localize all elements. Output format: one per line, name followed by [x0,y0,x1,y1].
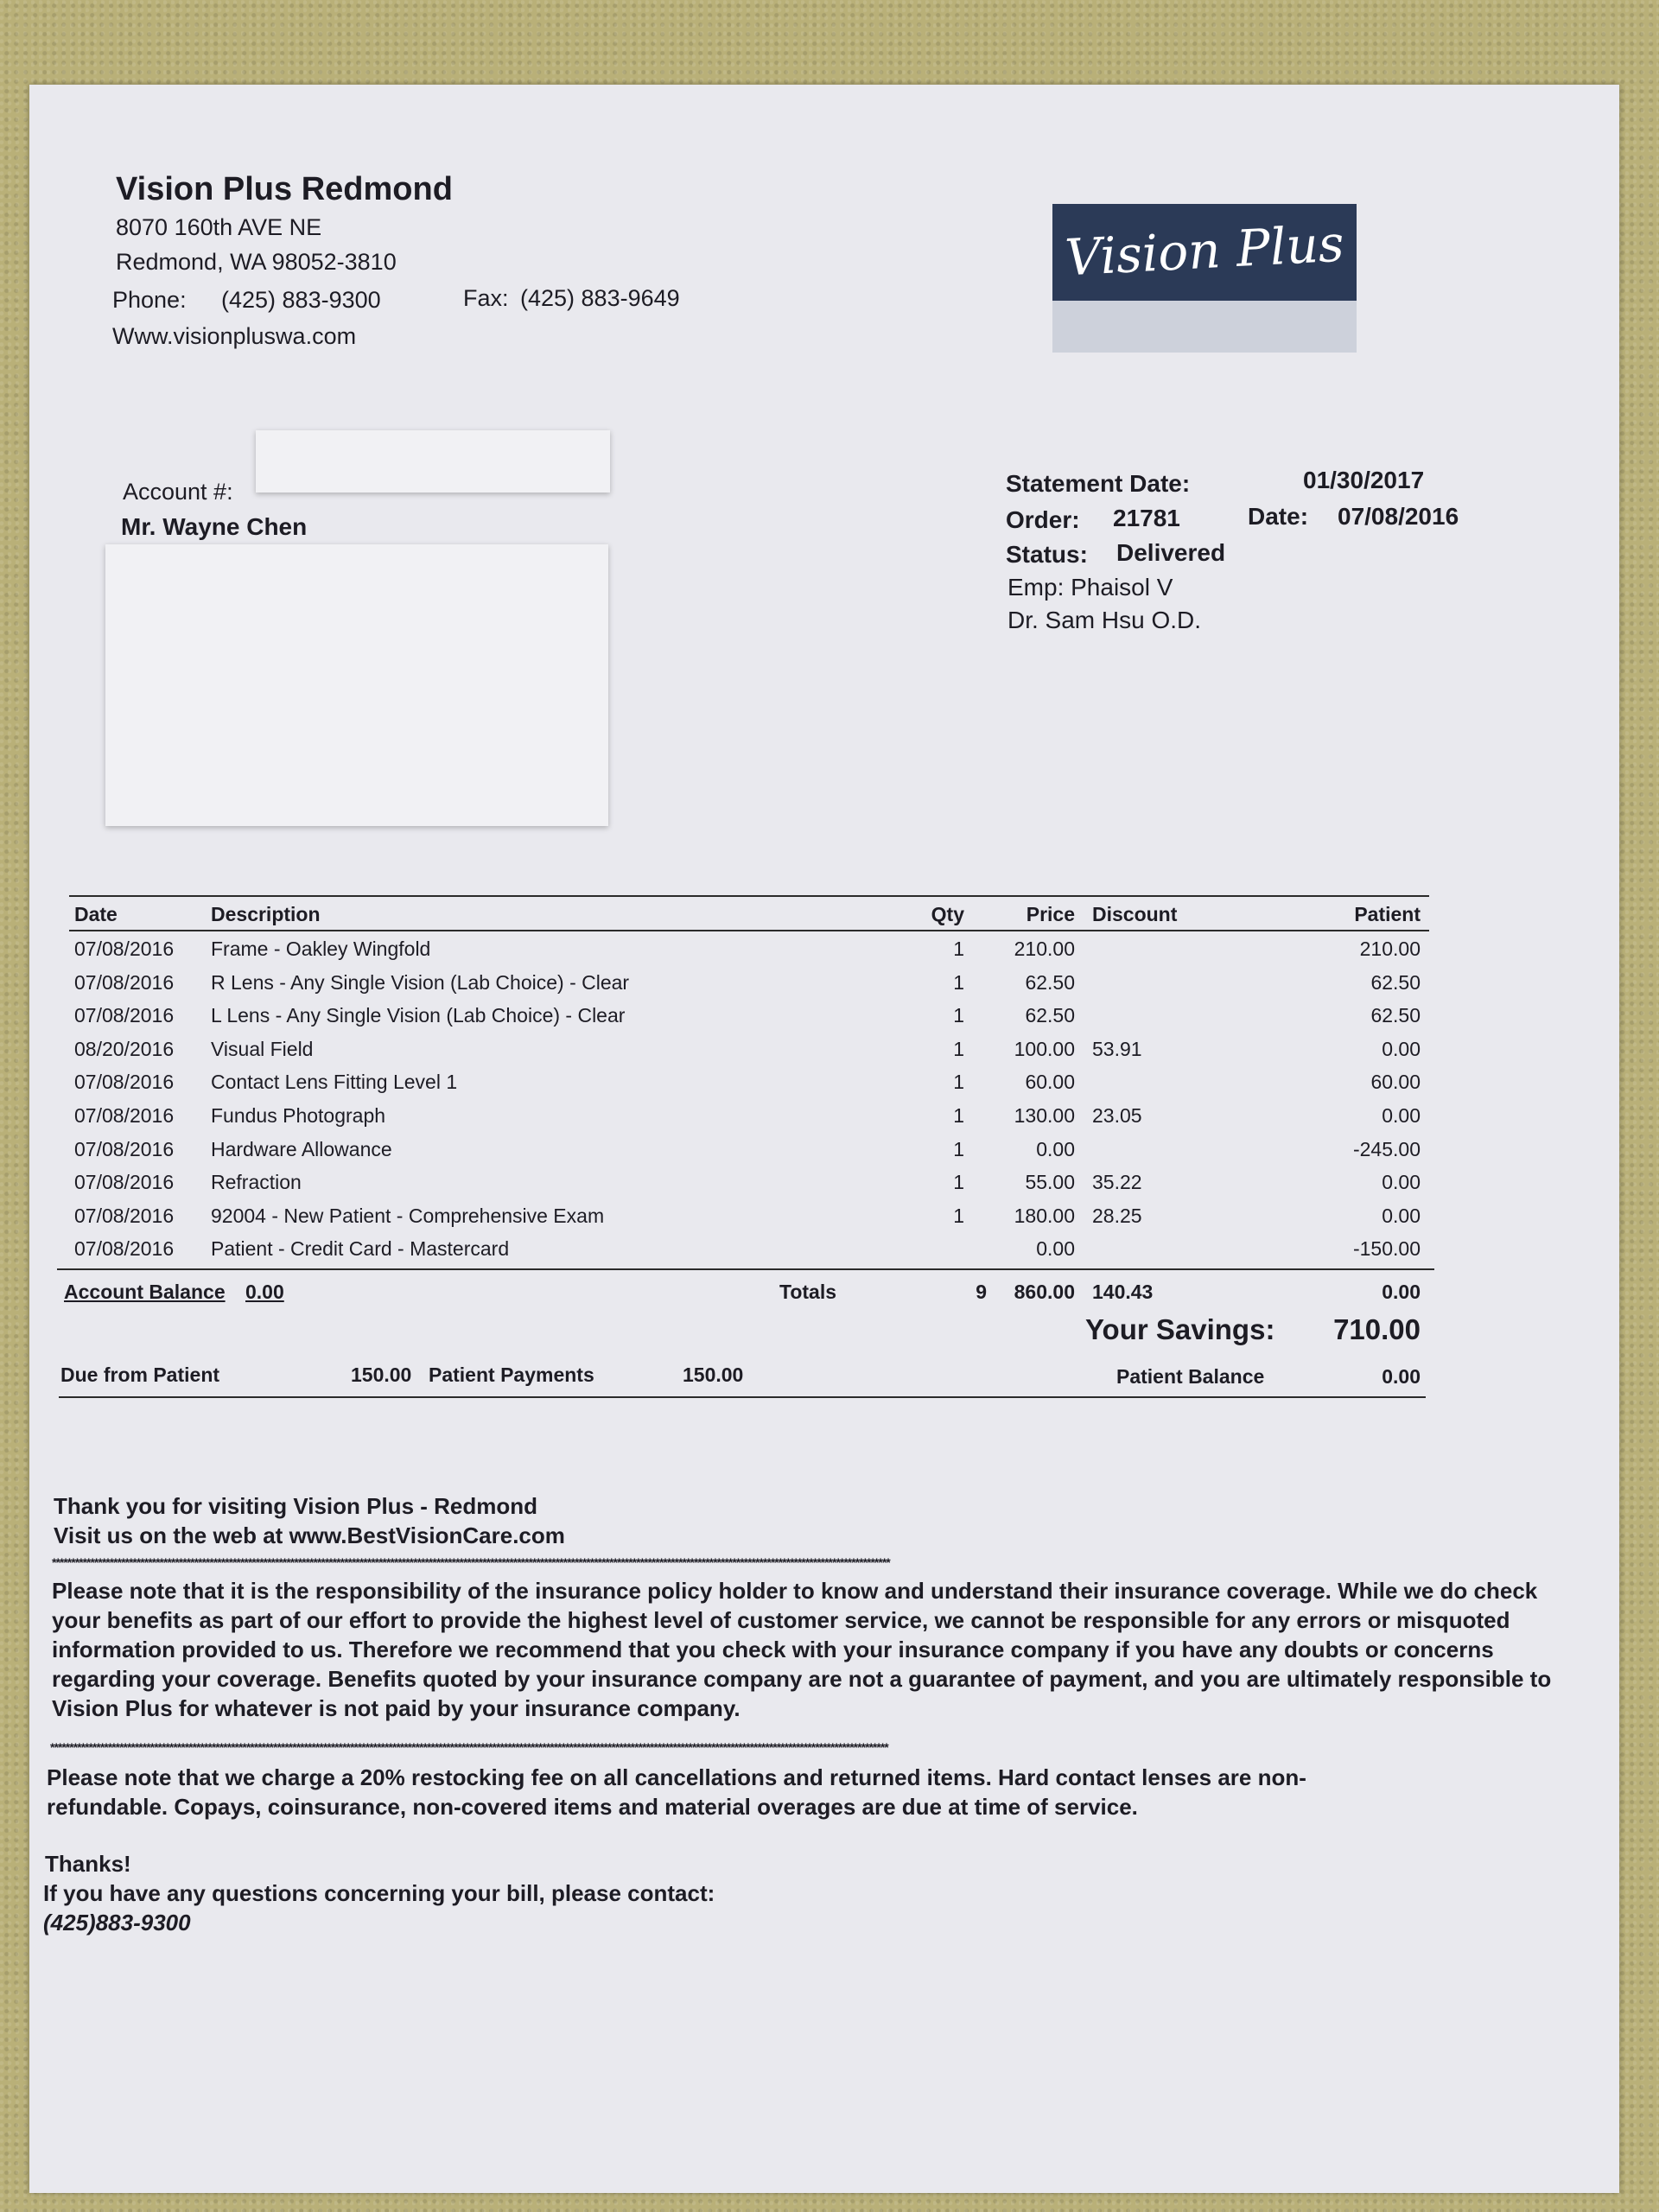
savings-label: Your Savings: [1085,1313,1275,1345]
row-description: Refraction [211,1171,302,1194]
header-qty: Qty [931,903,964,925]
row-qty: 1 [953,1137,964,1160]
row-patient: -150.00 [1352,1237,1421,1261]
status-value: Delivered [1116,539,1226,566]
row-description: Contact Lens Fitting Level 1 [211,1071,458,1094]
row-patient: 0.00 [1382,1037,1421,1060]
patient-balance-value: 0.00 [1382,1365,1421,1388]
thanks-text: Thanks! [45,1851,131,1877]
row-patient: 62.50 [1370,970,1421,994]
due-from-patient-value: 150.00 [351,1363,412,1386]
table-row [69,1065,1429,1098]
totals-divider [57,1268,1434,1270]
row-price: 100.00 [1014,1037,1075,1060]
company-name: Vision Plus Redmond [116,171,453,207]
insurance-note: Please note that it is the responsibility of the insurance policy holder to know and understand their insurance coverage. While we do check your benefits as part of our effort to provide the highest level of customer service, we cannot be responsible for any errors or misquoted information provided to us. Therefore we recommend that you check with your insurance company if you have any doubts or concerns regarding your coverage. Benefits quoted by your insurance company are not a guarantee of payment, and you are ultimately responsible to Vision Plus for whatever is not paid by your insurance company. [52,1578,1552,1721]
totals-discount: 140.43 [1092,1281,1154,1303]
row-patient: 62.50 [1370,1004,1421,1027]
row-qty: 1 [953,1004,964,1027]
row-patient: 0.00 [1382,1103,1421,1127]
totals-label: Totals [779,1281,837,1303]
row-description: Visual Field [211,1037,314,1060]
row-price: 0.00 [1036,1237,1075,1261]
row-price: 62.50 [1025,1004,1075,1027]
patient-balance-label: Patient Balance [1116,1365,1265,1388]
table-row [69,1132,1429,1166]
row-qty: 1 [953,1171,964,1194]
account-label: Account #: [123,479,233,505]
row-date: 07/08/2016 [74,1004,175,1027]
table-row [69,1231,1429,1265]
company-address-line2: Redmond, WA 98052-3810 [116,249,397,275]
statement-page [29,85,1619,2193]
row-description: Frame - Oakley Wingfold [211,938,431,960]
due-from-patient-label: Due from Patient [60,1363,220,1386]
phone-label: Phone: [112,287,187,313]
row-date: 07/08/2016 [74,938,175,960]
row-date: 07/08/2016 [74,1103,175,1127]
company-fax: (425) 883-9649 [520,285,680,311]
row-patient: -245.00 [1352,1137,1421,1160]
table-body [69,931,1429,1265]
row-description: Fundus Photograph [211,1103,386,1127]
row-date: 07/08/2016 [74,1204,175,1227]
row-price: 180.00 [1014,1204,1075,1227]
table-row [69,1198,1429,1232]
header-date: Date [74,903,118,925]
row-qty: 1 [953,1204,964,1227]
row-price: 210.00 [1014,938,1075,960]
row-date: 07/08/2016 [74,970,175,994]
company-website: Www.visionpluswa.com [112,323,357,349]
row-qty: 1 [953,1071,964,1094]
table-row [69,1098,1429,1132]
fax-label: Fax: [463,285,509,311]
row-discount: 28.25 [1092,1204,1142,1227]
thank-you-line: Thank you for visiting Vision Plus - Redmond [54,1493,538,1519]
logo-text: Vision Plus [1063,213,1346,288]
order-date: 07/08/2016 [1338,503,1459,530]
questions-text: If you have any questions concerning your bill, please contact: [43,1880,715,1906]
row-description: Hardware Allowance [211,1137,392,1160]
header-discount: Discount [1092,903,1178,925]
table-row [69,1165,1429,1198]
totals-patient: 0.00 [1382,1281,1421,1303]
table-row [69,965,1429,999]
row-price: 130.00 [1014,1103,1075,1127]
statement-date-label: Statement Date: [1006,470,1191,497]
balance-divider [59,1396,1426,1398]
row-date: 07/08/2016 [74,1171,175,1194]
row-price: 62.50 [1025,970,1075,994]
table-row [69,1032,1429,1065]
order-label: Order: [1006,506,1080,533]
order-number: 21781 [1113,505,1180,531]
row-discount: 53.91 [1092,1037,1142,1060]
row-date: 07/08/2016 [74,1071,175,1094]
row-date: 07/08/2016 [74,1237,175,1261]
row-discount: 35.22 [1092,1171,1142,1194]
row-price: 55.00 [1025,1171,1075,1194]
totals-qty: 9 [976,1281,987,1303]
row-qty: 1 [953,970,964,994]
table-header [69,895,1429,931]
row-description: L Lens - Any Single Vision (Lab Choice) - Clear [211,1004,626,1027]
table-row [69,998,1429,1032]
row-patient: 210.00 [1359,938,1421,960]
row-date: 08/20/2016 [74,1037,175,1060]
account-balance-value: 0.00 [245,1281,284,1303]
star-separator: ************************************************************************************************************************************************************************************************************************** [50,1740,888,1754]
row-description: 92004 - New Patient - Comprehensive Exam [211,1204,605,1227]
row-description: Patient - Credit Card - Mastercard [211,1237,510,1261]
doctor: Dr. Sam Hsu O.D. [1007,607,1202,633]
row-qty: 1 [953,1037,964,1060]
statement-date: 01/30/2017 [1303,467,1425,493]
row-patient: 0.00 [1382,1204,1421,1227]
header-patient: Patient [1354,903,1421,925]
website-line: Visit us on the web at www.BestVisionCare.com [54,1522,565,1548]
row-discount: 23.05 [1092,1103,1142,1127]
vision-plus-logo [1052,204,1357,353]
account-balance-label: Account Balance [64,1281,226,1303]
status-label: Status: [1006,541,1088,568]
redacted-address [105,544,608,826]
company-phone: (425) 883-9300 [221,287,381,313]
savings-value: 710.00 [1333,1313,1421,1345]
restocking-note: Please note that we charge a 20% restocking fee on all cancellations and returned items. Hard contact lenses are non-refundable. Copays, coinsurance, non-covered items and material overages are due at time of service. [47,1764,1306,1820]
company-address-line1: 8070 160th AVE NE [116,214,322,240]
row-qty: 1 [953,938,964,960]
header-price: Price [1026,903,1075,925]
row-patient: 0.00 [1382,1171,1421,1194]
row-patient: 60.00 [1370,1071,1421,1094]
table-row [69,931,1429,965]
row-price: 0.00 [1036,1137,1075,1160]
totals-price: 860.00 [1014,1281,1075,1303]
charges-table [69,895,1429,1265]
row-description: R Lens - Any Single Vision (Lab Choice) - Clear [211,970,630,994]
row-qty: 1 [953,1103,964,1127]
redacted-account-number [256,430,610,493]
contact-phone: (425)883-9300 [43,1910,191,1936]
patient-payments-label: Patient Payments [429,1363,594,1386]
order-date-label: Date: [1248,503,1309,530]
row-price: 60.00 [1025,1071,1075,1094]
employee: Emp: Phaisol V [1007,574,1173,601]
customer-name: Mr. Wayne Chen [121,513,308,540]
header-description: Description [211,903,321,925]
row-date: 07/08/2016 [74,1137,175,1160]
patient-payments-value: 150.00 [683,1363,744,1386]
star-separator: ************************************************************************************************************************************************************************************************************************** [52,1555,890,1569]
